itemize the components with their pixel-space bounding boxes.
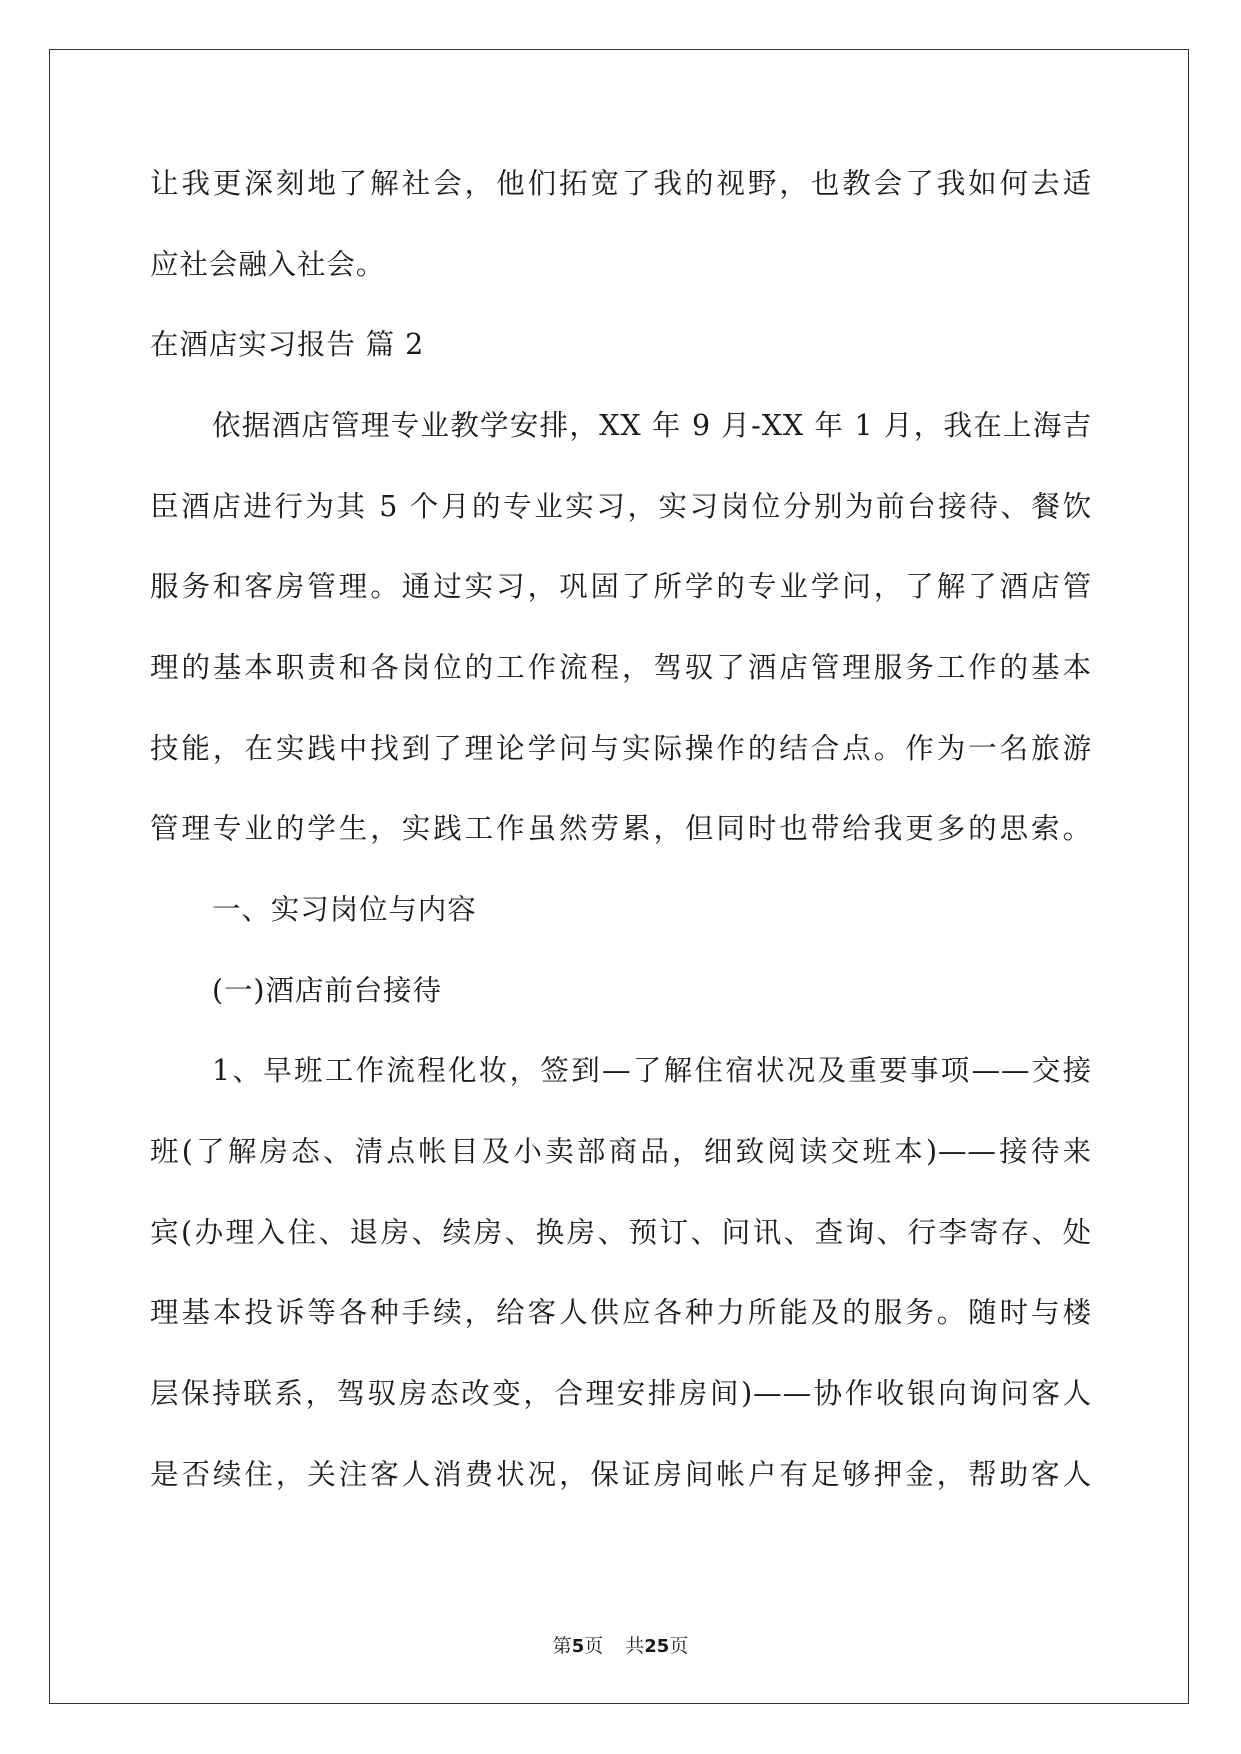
section-heading: 在酒店实习报告 篇 2: [150, 328, 425, 361]
page-footer: [0, 1634, 1241, 1659]
text-line: 理基本投诉等各种手续，给客人供应各种力所能及的服务。随时与楼: [150, 1296, 1092, 1329]
total-pages: 25: [644, 1636, 670, 1657]
text-line: 臣酒店进行为其 5 个月的专业实习，实习岗位分别为前台接待、餐饮: [150, 490, 1092, 523]
footer-page-suffix: 页: [584, 1635, 604, 1657]
paragraph-first-line: 1、早班工作流程化妆，签到—了解住宿状况及重要事项——交接: [212, 1054, 1092, 1087]
footer-total-suffix: 页: [669, 1635, 689, 1657]
text-line: 是否续住，关注客人消费状况，保证房间帐户有足够押金，帮助客人: [150, 1458, 1092, 1491]
text-line: 班(了解房态、清点帐目及小卖部商品，细致阅读交班本)——接待来: [150, 1135, 1092, 1168]
text-line: 宾(办理入住、退房、续房、换房、预订、问讯、查询、行李寄存、处: [150, 1216, 1092, 1249]
text-line: 层保持联系，驾驭房态改变，合理安排房间)——协作收银向询问客人: [150, 1377, 1092, 1410]
text-line: 让我更深刻地了解社会，他们拓宽了我的视野，也教会了我如何去适: [150, 167, 1092, 200]
page-number: 5: [571, 1636, 585, 1657]
text-line: 应社会融入社会。: [150, 248, 386, 281]
text-line: 理的基本职责和各岗位的工作流程，驾驭了酒店管理服务工作的基本: [150, 651, 1092, 684]
subheading: (一)酒店前台接待: [212, 974, 442, 1007]
text-line: 管理专业的学生，实践工作虽然劳累，但同时也带给我更多的思索。: [150, 812, 1092, 845]
footer-total-prefix: 共: [625, 1635, 645, 1657]
paragraph-first-line: 依据酒店管理专业教学安排，XX 年 9 月-XX 年 1 月，我在上海吉: [212, 409, 1092, 442]
subheading: 一、实习岗位与内容: [212, 893, 477, 926]
text-line: 技能，在实践中找到了理论学问与实际操作的结合点。作为一名旅游: [150, 732, 1092, 765]
text-line: 服务和客房管理。通过实习，巩固了所学的专业学问，了解了酒店管: [150, 570, 1092, 603]
footer-prefix: 第: [552, 1635, 572, 1657]
